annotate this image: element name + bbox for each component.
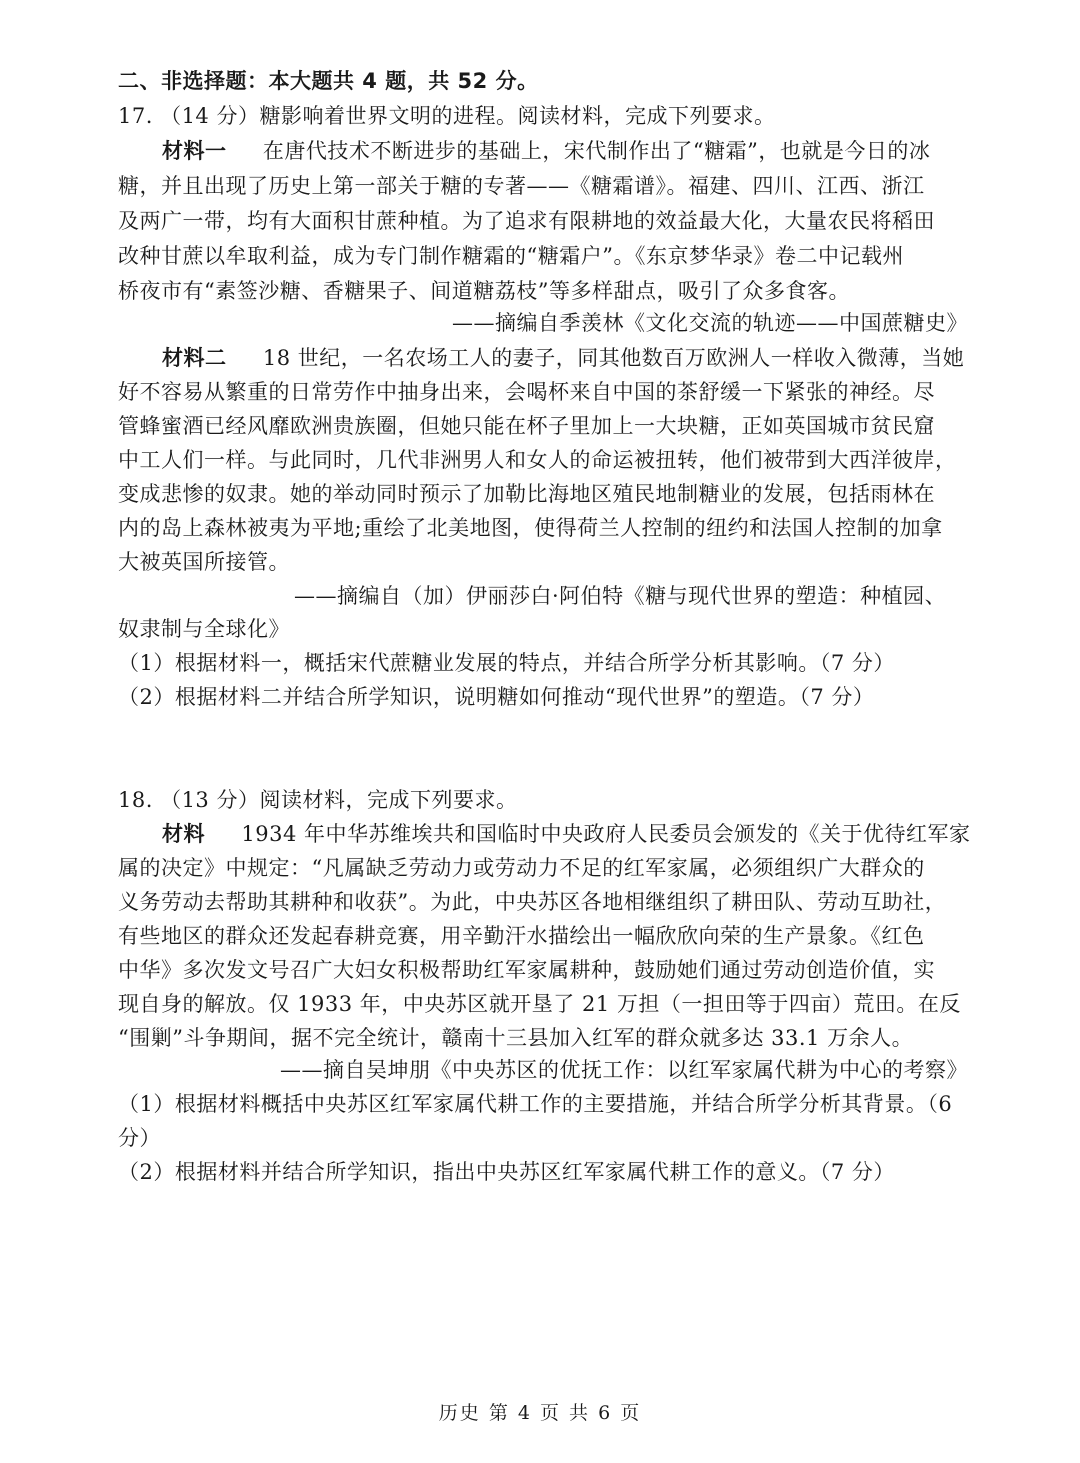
- q17-material2-text: 内的岛上森林被夷为平地;重绘了北美地图，使得荷兰人控制的纽约和法国人控制的加拿: [118, 516, 943, 540]
- q18-material-text: 中华》多次发文号召广大妇女积极帮助红军家属耕种，鼓励她们通过劳动创造价值，实: [118, 958, 935, 982]
- page-footer: 历史 第 4 页 共 6 页: [438, 1402, 642, 1424]
- q17-stem: 17. （14 分）糖影响着世界文明的进程。阅读材料，完成下列要求。: [118, 104, 776, 128]
- q17-subquestion-2: （2）根据材料二并结合所学知识，说明糖如何推动“现代世界”的塑造。（7 分）: [118, 685, 875, 709]
- q17-material1-text: 在唐代技术不断进步的基础上，宋代制作出了“糖霜”，也就是今日的冰: [262, 139, 931, 163]
- q18-material-text: 义务劳动去帮助其耕种和收获”。为此，中央苏区各地相继组织了耕田队、劳动互助社，: [118, 890, 947, 914]
- q17-material2-text: 好不容易从繁重的日常劳作中抽身出来，会喝杯来自中国的茶舒缓一下紧张的神经。尽: [118, 380, 935, 404]
- q18-material-line: [162, 819, 971, 849]
- q17-material2-text: 变成悲惨的奴隶。她的举动同时预示了加勒比海地区殖民地制糖业的发展，包括雨林在: [118, 482, 935, 506]
- q17-material1-source: ——摘编自季羡林《文化交流的轨迹——中国蔗糖史》: [452, 311, 968, 335]
- q18-material-text: 现自身的解放。仅 1933 年，中央苏区就开垦了 21 万担（一担田等于四亩）荒田。在反: [118, 992, 961, 1016]
- q17-material2-text: 中工人们一样。与此同时，几代非洲男人和女人的命运被扭转，他们被带到大西洋彼岸，: [118, 448, 957, 472]
- q17-material2-label: 材料二: [162, 345, 227, 370]
- q17-material1-text: 糖，并且出现了历史上第一部关于糖的专著——《糖霜谱》。福建、四川、江西、浙江: [118, 174, 925, 198]
- q17-material2-line: [162, 343, 964, 373]
- q17-material1-text: 改种甘蔗以牟取利益，成为专门制作糖霜的“糖霜户”。《东京梦华录》卷二中记载州: [118, 244, 904, 268]
- q18-material-text: “围剿”斗争期间，据不完全统计，赣南十三县加入红军的群众就多达 33.1 万余人。: [118, 1026, 914, 1050]
- q18-material-text: 属的决定》中规定：“凡属缺乏劳动力或劳动力不足的红军家属，必须组织广大群众的: [118, 856, 925, 880]
- q18-subquestion-2: （2）根据材料并结合所学知识，指出中央苏区红军家属代耕工作的意义。（7 分）: [118, 1160, 895, 1184]
- q18-material-text: 有些地区的群众还发起春耕竞赛，用辛勤汗水描绘出一幅欣欣向荣的生产景象。《红色: [118, 924, 925, 948]
- q17-material1-text: 及两广一带，均有大面积甘蔗种植。为了追求有限耕地的效益最大化，大量农民将稻田: [118, 209, 935, 233]
- q17-material2-source-cont: 奴隶制与全球化》: [118, 617, 290, 641]
- q18-material-label: 材料: [162, 821, 205, 846]
- q18-stem: 18. （13 分）阅读材料，完成下列要求。: [118, 788, 518, 812]
- q17-material1-label: 材料一: [162, 138, 227, 163]
- q18-subquestion-1: （1）根据材料概括中央苏区红军家属代耕工作的主要措施，并结合所学分析其背景。（6: [118, 1092, 953, 1116]
- q18-material-source: ——摘自吴坤朋《中央苏区的优抚工作：以红军家属代耕为中心的考察》: [280, 1058, 968, 1082]
- q17-material2-text: 18 世纪，一名农场工人的妻子，同其他数百万欧洲人一样收入微薄，当她: [262, 346, 965, 370]
- q18-subquestion-1-cont: 分）: [118, 1126, 161, 1150]
- q18-material-text: 1934 年中华苏维埃共和国临时中央政府人民委员会颁发的《关于优待红军家: [241, 822, 971, 846]
- q17-subquestion-1: （1）根据材料一，概括宋代蔗糖业发展的特点，并结合所学分析其影响。（7 分）: [118, 651, 895, 675]
- q17-material1-line: [162, 136, 930, 166]
- q17-material2-text: 大被英国所接管。: [118, 550, 290, 574]
- q17-material2-source: ——摘编自（加）伊丽莎白·阿伯特《糖与现代世界的塑造：种植园、: [294, 584, 947, 608]
- q17-material1-text: 桥夜市有“素签沙糖、香糖果子、间道糖荔枝”等多样甜点，吸引了众多食客。: [118, 279, 850, 303]
- q17-material2-text: 管蜂蜜酒已经风靡欧洲贵族圈，但她只能在杯子里加上一大块糖，正如英国城市贫民窟: [118, 414, 935, 438]
- section-heading: 二、非选择题：本大题共 4 题，共 52 分。: [118, 69, 539, 93]
